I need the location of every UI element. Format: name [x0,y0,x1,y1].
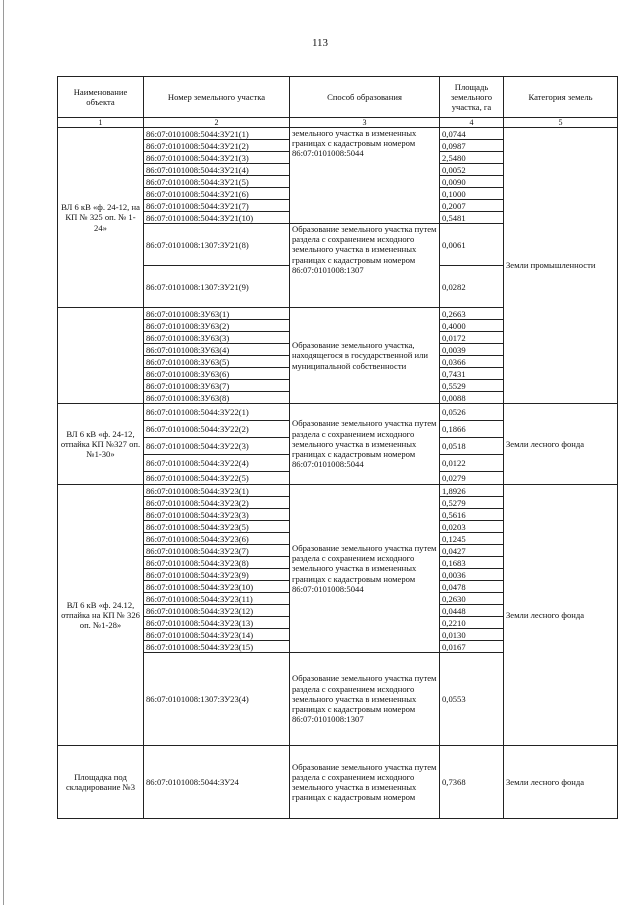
header-plot-area: Площадь земельного участка, га [440,77,504,118]
plot-area: 1,8926 [440,485,504,497]
land-category: Земли промышленности [504,128,618,404]
formation-method: Образование земельного участка путем раздела с сохранением исходного земельного участка в измененных границах с кадастровым номером 86:07:0101008:5044 [290,404,440,485]
plot-number: 86:07:0101008:5044:ЗУ21(7) [144,200,290,212]
plot-number: 86:07:0101008:ЗУ63(3) [144,332,290,344]
land-category: Земли лесного фонда [504,404,618,485]
plot-number: 86:07:0101008:5044:ЗУ23(12) [144,605,290,617]
plot-number: 86:07:0101008:5044:ЗУ23(8) [144,557,290,569]
plot-number: 86:07:0101008:5044:ЗУ23(14) [144,629,290,641]
plot-number: 86:07:0101008:5044:ЗУ21(3) [144,152,290,164]
plot-area: 0,0518 [440,438,504,455]
formation-method: Образование земельного участка путем раздела с сохранением исходного земельного участка в измененных границах с кадастровым номером 86:07:0101008:1307 [290,224,440,308]
plot-area: 0,0036 [440,569,504,581]
plot-number: 86:07:0101008:ЗУ63(1) [144,308,290,320]
object-name: Площадка под складирование №3 [58,746,144,819]
plot-number: 86:07:0101008:1307:ЗУ21(9) [144,266,290,308]
plot-number: 86:07:0101008:5044:ЗУ21(4) [144,164,290,176]
plot-number: 86:07:0101008:5044:ЗУ23(6) [144,533,290,545]
plot-number: 86:07:0101008:5044:ЗУ23(7) [144,545,290,557]
formation-method: Образование земельного участка путем раздела с сохранением исходного земельного участка в измененных границах с кадастровым номером [290,746,440,819]
object-name: ВЛ 6 кВ «ф. 24-12, отпайка КП №327 оп. №1-30» [58,404,144,485]
plot-area: 0,0052 [440,164,504,176]
plot-area: 0,0279 [440,472,504,485]
formation-method: Образование земельного участка, находящегося в государственной или муниципальной собственности [290,308,440,404]
plot-number: 86:07:0101008:5044:ЗУ21(5) [144,176,290,188]
table-row [58,128,618,140]
plot-area: 0,0130 [440,629,504,641]
land-plots-table [57,76,618,819]
plot-number: 86:07:0101008:ЗУ63(5) [144,356,290,368]
plot-number: 86:07:0101008:5044:ЗУ23(15) [144,641,290,653]
column-index: 4 [440,118,504,128]
plot-area: 0,1866 [440,421,504,438]
plot-area: 0,0526 [440,404,504,421]
plot-number: 86:07:0101008:5044:ЗУ22(5) [144,472,290,485]
formation-method: земельного участка в измененных границах с кадастровым номером 86:07:0101008:5044 [290,128,440,224]
plot-area: 0,1683 [440,557,504,569]
plot-area: 0,1000 [440,188,504,200]
plot-area: 0,0167 [440,641,504,653]
plot-area: 0,0448 [440,605,504,617]
plot-area: 0,0744 [440,128,504,140]
plot-number: 86:07:0101008:5044:ЗУ23(13) [144,617,290,629]
plot-area: 0,4000 [440,320,504,332]
plot-number: 86:07:0101008:1307:ЗУ23(4) [144,653,290,746]
plot-number: 86:07:0101008:5044:ЗУ23(2) [144,497,290,509]
land-category: Земли лесного фонда [504,485,618,746]
header-formation-method: Способ образования [290,77,440,118]
plot-area: 0,5529 [440,380,504,392]
plot-area: 0,0088 [440,392,504,404]
plot-area: 0,0478 [440,581,504,593]
plot-area: 0,0553 [440,653,504,746]
header-plot-number: Номер земельного участка [144,77,290,118]
plot-number: 86:07:0101008:5044:ЗУ21(10) [144,212,290,224]
table-row [58,404,618,421]
column-index: 2 [144,118,290,128]
plot-number: 86:07:0101008:5044:ЗУ21(1) [144,128,290,140]
table-header-row [58,77,618,118]
plot-area: 0,2007 [440,200,504,212]
page-number: 113 [311,37,329,49]
plot-number: 86:07:0101008:5044:ЗУ22(2) [144,421,290,438]
plot-number: 86:07:0101008:5044:ЗУ23(10) [144,581,290,593]
plot-number: 86:07:0101008:5044:ЗУ21(6) [144,188,290,200]
plot-area: 0,1245 [440,533,504,545]
plot-area: 0,2630 [440,593,504,605]
plot-area: 0,0090 [440,176,504,188]
header-object-name: Наименование объекта [58,77,144,118]
land-category: Земли лесного фонда [504,746,618,819]
formation-method: Образование земельного участка путем раздела с сохранением исходного земельного участка в измененных границах с кадастровым номером 86:07:0101008:5044 [290,485,440,653]
column-index: 1 [58,118,144,128]
column-index: 3 [290,118,440,128]
plot-area: 0,0122 [440,455,504,472]
plot-number: 86:07:0101008:5044:ЗУ22(1) [144,404,290,421]
plot-number: 86:07:0101008:5044:ЗУ23(9) [144,569,290,581]
table-row [58,746,618,819]
plot-area: 0,2663 [440,308,504,320]
plot-area: 2,5480 [440,152,504,164]
table-row [58,485,618,497]
plot-area: 0,2210 [440,617,504,629]
header-land-category: Категория земель [504,77,618,118]
object-name: ВЛ 6 кВ «ф. 24.12, отпайка на КП № 326 оп. №1-28» [58,485,144,746]
plot-number: 86:07:0101008:5044:ЗУ22(3) [144,438,290,455]
plot-number: 86:07:0101008:ЗУ63(6) [144,368,290,380]
plot-area: 0,0061 [440,224,504,266]
column-index-row [58,118,618,128]
plot-area: 0,0039 [440,344,504,356]
plot-area: 0,7368 [440,746,504,819]
plot-number: 86:07:0101008:ЗУ63(8) [144,392,290,404]
plot-number: 86:07:0101008:5044:ЗУ23(1) [144,485,290,497]
plot-number: 86:07:0101008:5044:ЗУ23(5) [144,521,290,533]
formation-method: Образование земельного участка путем раздела с сохранением исходного земельного участка в измененных границах с кадастровым номером 86:07:0101008:1307 [290,653,440,746]
plot-area: 0,5481 [440,212,504,224]
plot-number: 86:07:0101008:ЗУ63(4) [144,344,290,356]
object-name [58,308,144,404]
plot-area: 0,0987 [440,140,504,152]
plot-area: 0,5279 [440,497,504,509]
plot-number: 86:07:0101008:5044:ЗУ24 [144,746,290,819]
plot-area: 0,0427 [440,545,504,557]
plot-number: 86:07:0101008:ЗУ63(2) [144,320,290,332]
scan-left-edge [3,0,4,905]
plot-area: 0,0203 [440,521,504,533]
plot-number: 86:07:0101008:5044:ЗУ23(3) [144,509,290,521]
plot-area: 0,0366 [440,356,504,368]
column-index: 5 [504,118,618,128]
plot-number: 86:07:0101008:5044:ЗУ22(4) [144,455,290,472]
object-name: ВЛ 6 кВ «ф. 24-12, на КП № 325 оп. № 1-24» [58,128,144,308]
plot-number: 86:07:0101008:5044:ЗУ23(11) [144,593,290,605]
plot-area: 0,7431 [440,368,504,380]
plot-number: 86:07:0101008:1307:ЗУ21(8) [144,224,290,266]
plot-area: 0,5616 [440,509,504,521]
plot-area: 0,0282 [440,266,504,308]
plot-area: 0,0172 [440,332,504,344]
plot-number: 86:07:0101008:5044:ЗУ21(2) [144,140,290,152]
plot-number: 86:07:0101008:ЗУ63(7) [144,380,290,392]
